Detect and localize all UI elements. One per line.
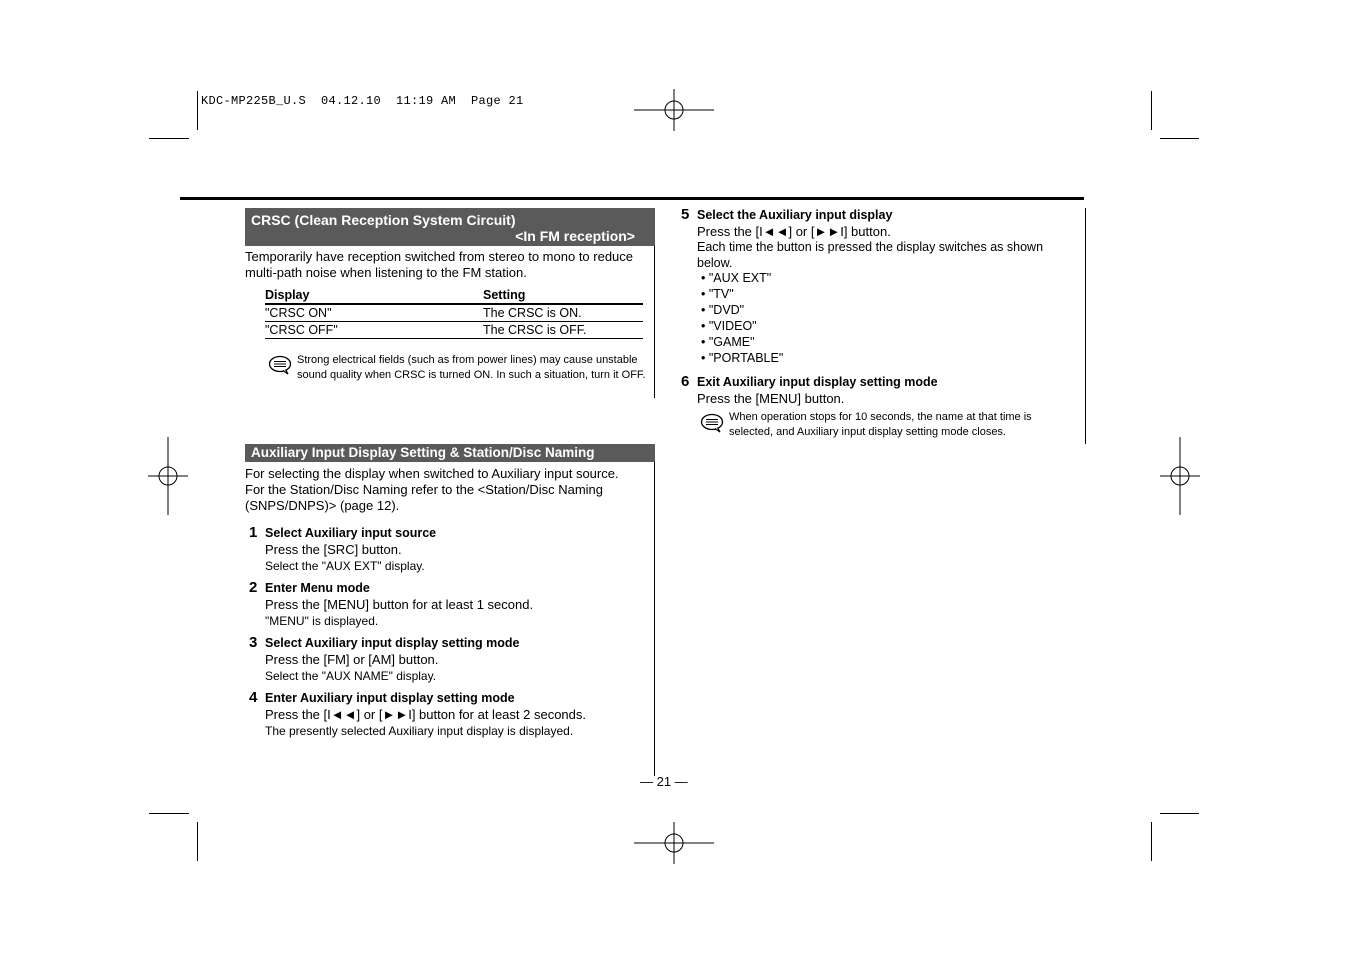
table-row bbox=[265, 304, 643, 322]
aux-section-header: Auxiliary Input Display Setting & Station/Disc Naming bbox=[245, 444, 655, 462]
table-row bbox=[265, 322, 643, 339]
step-result: Select the "AUX EXT" display. bbox=[265, 559, 425, 573]
step-5-description: Each time the button is pressed the display switches as shown below. bbox=[697, 240, 1044, 270]
crop-mark bbox=[149, 138, 189, 139]
note-icon bbox=[268, 355, 292, 375]
top-rule bbox=[180, 197, 1084, 200]
registration-mark-icon bbox=[634, 822, 714, 864]
step-title: Select Auxiliary input display setting mode bbox=[265, 636, 520, 650]
crsc-header-subtitle: <In FM reception> bbox=[515, 228, 635, 244]
step-result: "MENU" is displayed. bbox=[265, 614, 379, 628]
crop-mark bbox=[1160, 138, 1199, 139]
step-instruction: Press the [FM] or [AM] button. bbox=[265, 652, 439, 667]
crsc-note: Strong electrical fields (such as from power lines) may cause unstable sound quality when CRSC is turned ON. In such a situation, turn it OFF. bbox=[297, 354, 646, 381]
list-item: • "VIDEO" bbox=[701, 319, 757, 333]
crop-mark bbox=[197, 91, 198, 130]
step-instruction: Press the [I◄◄] or [►►I] button. bbox=[697, 224, 891, 239]
crop-mark bbox=[149, 813, 189, 814]
table-header-display: Display bbox=[265, 288, 483, 304]
crop-mark bbox=[1160, 813, 1199, 814]
step-result: The presently selected Auxiliary input display is displayed. bbox=[265, 724, 574, 738]
step-result: Select the "AUX NAME" display. bbox=[265, 669, 437, 683]
column-rule bbox=[1085, 208, 1086, 444]
step-title: Exit Auxiliary input display setting mode bbox=[697, 375, 938, 389]
page-number: — 21 — bbox=[640, 774, 688, 789]
table-cell-display: "CRSC OFF" bbox=[265, 322, 483, 339]
step-number: 3 bbox=[249, 634, 258, 651]
print-slug: KDC-MP225B_U.S 04.12.10 11:19 AM Page 21 bbox=[201, 94, 524, 108]
display-options-list bbox=[701, 270, 783, 366]
crop-mark bbox=[197, 822, 198, 861]
crsc-table bbox=[265, 288, 643, 339]
step-instruction: Press the [I◄◄] or [►►I] button for at least 2 seconds. bbox=[265, 707, 586, 722]
aux-note: When operation stops for 10 seconds, the name at that time is selected, and Auxiliary input display setting mode closes. bbox=[729, 411, 1032, 438]
step-number: 1 bbox=[249, 524, 258, 541]
step-instruction: Press the [SRC] button. bbox=[265, 542, 402, 557]
note-icon bbox=[700, 413, 724, 433]
step-instruction: Press the [MENU] button for at least 1 second. bbox=[265, 597, 534, 612]
step-title: Select the Auxiliary input display bbox=[697, 208, 893, 222]
step-instruction: Press the [MENU] button. bbox=[697, 391, 845, 406]
crsc-intro: Temporarily have reception switched from stereo to mono to reduce multi-path noise when listening to the FM station. bbox=[245, 249, 634, 280]
list-item: • "GAME" bbox=[701, 335, 755, 349]
step-number: 2 bbox=[249, 579, 258, 596]
list-item: • "TV" bbox=[701, 287, 734, 301]
crsc-header-title: CRSC (Clean Reception System Circuit) bbox=[251, 212, 516, 228]
table-cell-display: "CRSC ON" bbox=[265, 304, 483, 322]
crsc-section-header bbox=[245, 208, 655, 246]
step-title: Select Auxiliary input source bbox=[265, 526, 437, 540]
registration-mark-icon bbox=[1160, 437, 1200, 515]
step-number: 4 bbox=[249, 689, 258, 706]
step-number: 5 bbox=[681, 206, 690, 223]
list-item: • "DVD" bbox=[701, 303, 745, 317]
table-header-setting: Setting bbox=[483, 288, 643, 304]
aux-intro: For selecting the display when switched to Auxiliary input source. For the Station/Disc Naming refer to the <Station/Disc Naming (SNPS/DNPS)> (page 12). bbox=[245, 466, 619, 513]
list-item: • "AUX EXT" bbox=[701, 271, 772, 285]
crop-mark bbox=[1151, 91, 1152, 130]
step-title: Enter Menu mode bbox=[265, 581, 370, 595]
crop-mark bbox=[1151, 822, 1152, 861]
step-number: 6 bbox=[681, 373, 690, 390]
column-rule bbox=[654, 444, 655, 776]
list-item: • "PORTABLE" bbox=[701, 351, 784, 365]
registration-mark-icon bbox=[148, 437, 188, 515]
table-cell-setting: The CRSC is OFF. bbox=[483, 322, 643, 339]
registration-mark-icon bbox=[634, 89, 714, 131]
table-cell-setting: The CRSC is ON. bbox=[483, 304, 643, 322]
step-title: Enter Auxiliary input display setting mode bbox=[265, 691, 515, 705]
